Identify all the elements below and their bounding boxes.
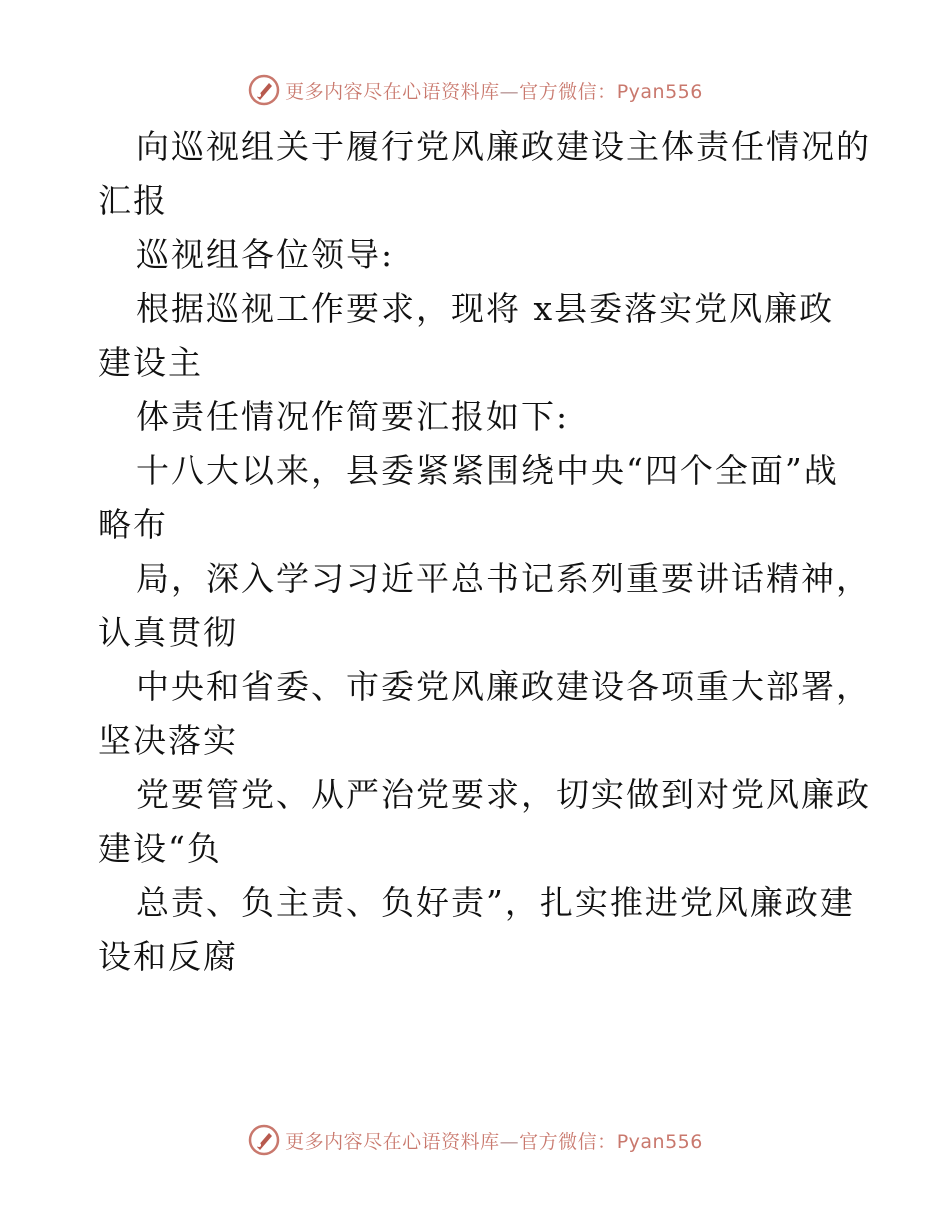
doc-line: 体责任情况作简要汇报如下: [136,397,570,436]
doc-line: 向巡视组关于履行党风廉政建设主体责任情况的 [136,127,871,166]
doc-line: 略布 [98,505,168,544]
doc-line: 设和反腐 [98,937,238,976]
doc-line: 汇报 [98,181,168,220]
doc-line: 建设主 [98,343,203,382]
doc-line: 局，深入学习习近平总书记系列重要讲话精神， [136,559,871,598]
banner-text: 更多内容尽在心语资料库—官方微信：Pyan556 [285,1130,703,1153]
doc-line: 党要管党、从严治党要求，切实做到对党风廉政 [136,775,871,814]
document-body [98,120,871,984]
pen-nib-circle-icon [247,73,281,107]
doc-line: 总责、负主责、负好责”，扎实推进党风廉政建 [136,883,855,922]
doc-line: 中央和省委、市委党风廉政建设各项重大部署， [136,667,871,706]
doc-line: 十八大以来，县委紧紧围绕中央“四个全面”战 [136,451,839,490]
header-banner [0,70,950,110]
doc-line: 坚决落实 [98,721,238,760]
doc-line: 巡视组各位领导: [136,235,395,274]
doc-line: 建设“负 [98,829,222,868]
banner-text: 更多内容尽在心语资料库—官方微信：Pyan556 [285,80,703,103]
doc-line: 认真贯彻 [98,613,238,652]
pen-nib-circle-icon [247,1123,281,1157]
footer-banner [0,1120,950,1160]
doc-line: 根据巡视工作要求，现将 x县委落实党风廉政 [136,289,835,328]
